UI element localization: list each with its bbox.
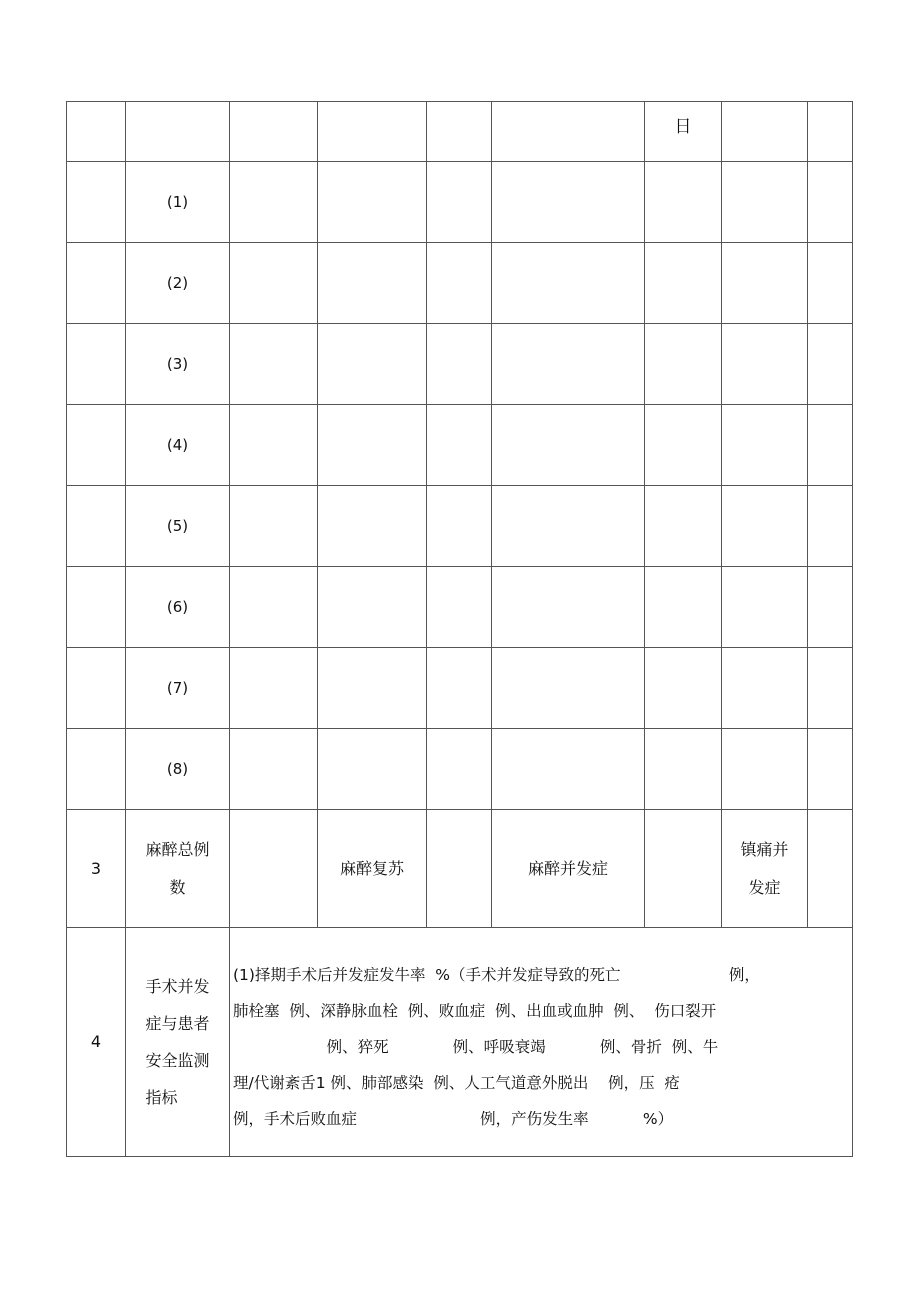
item-number: (6) (126, 567, 230, 648)
anesthesia-total-label (126, 810, 230, 928)
item-number: (5) (126, 486, 230, 567)
table-row (67, 243, 853, 324)
item-number: (4) (126, 405, 230, 486)
label-line: 安全监测 (145, 1051, 210, 1070)
table-row (67, 567, 853, 648)
table-row (67, 405, 853, 486)
complication-paragraph (230, 928, 853, 1157)
table-row (67, 729, 853, 810)
row-number: 3 (67, 810, 126, 928)
item-number: (3) (126, 324, 230, 405)
paragraph-line: 例，手术后败血症 例，产伤发生率 %） (233, 1110, 674, 1128)
anesthesia-row (67, 810, 853, 928)
label-line: 指标 (145, 1088, 178, 1107)
paragraph-line: 例、猝死 例、呼吸衰竭 例、骨折 例、牛 (233, 1038, 719, 1056)
header-row (67, 102, 853, 162)
table-row (67, 486, 853, 567)
paragraph-line: 理/代谢紊舌1 例、肺部感染 例、人工气道意外脱出 例，压 疮 (233, 1074, 680, 1092)
label-line: 麻醉总例 (145, 839, 210, 859)
surgery-safety-label (126, 928, 230, 1157)
anesthesia-recovery-label: 麻醉复苏 (318, 810, 427, 928)
item-number: (2) (126, 243, 230, 324)
date-label: 日 (645, 102, 722, 162)
item-number: (7) (126, 648, 230, 729)
paragraph-line: 肺栓塞 例、深静脉血栓 例、败血症 例、出血或血肿 例、 伤口裂开 (233, 1002, 717, 1020)
label-line: 症与患者 (145, 1014, 210, 1033)
table-row (67, 162, 853, 243)
anesthesia-complication-label: 麻醉并发症 (492, 810, 645, 928)
table-row (67, 324, 853, 405)
label-line: 手术并发 (145, 977, 210, 996)
row-number: 4 (67, 928, 126, 1157)
item-number: (1) (126, 162, 230, 243)
table-row (67, 648, 853, 729)
label-line: 发症 (748, 877, 781, 897)
paragraph-line: (1)择期手术后并发症发牛率 %（手术并发症导致的死亡 例， (233, 966, 760, 984)
item-number: (8) (126, 729, 230, 810)
label-line: 镇痛并 (740, 839, 789, 859)
quality-indicator-table (66, 101, 853, 1157)
surgery-complication-row (67, 928, 853, 1157)
label-line: 数 (169, 877, 186, 897)
analgesia-complication-label (722, 810, 808, 928)
